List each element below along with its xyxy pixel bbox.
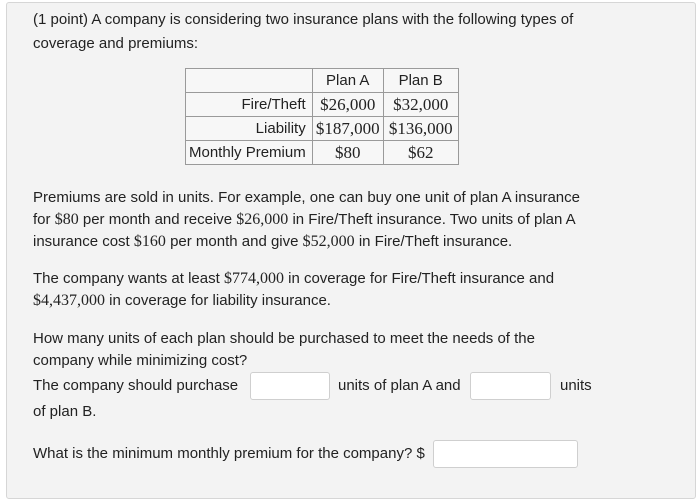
text-segment: for (33, 211, 51, 228)
paragraph2-line2 (33, 290, 331, 311)
text-segment: insurance cost (33, 233, 130, 250)
plan-a-units-label: units of plan A and (338, 377, 461, 394)
plan-b-tail-label: of plan B. (33, 403, 97, 420)
row-label-monthly-premium: Monthly Premium (186, 141, 313, 165)
table-row (186, 117, 459, 141)
cell-plan-a-premium: $80 (312, 141, 383, 165)
question2-line2: company while minimizing cost? (33, 352, 248, 369)
text-segment: in Fire/Theft insurance. Two units of plan A (292, 211, 576, 228)
text-segment: The company wants at least (33, 270, 220, 287)
cell-plan-a-liability: $187,000 (312, 117, 383, 141)
text-segment: per month and give (170, 233, 299, 250)
value-fire-theft-requirement: $774,000 (223, 270, 284, 287)
value-liability-requirement: $4,437,000 (33, 292, 105, 309)
table-corner (186, 69, 313, 93)
paragraph1-line3 (33, 231, 512, 252)
text-segment: What is the minimum monthly premium for the company? (33, 445, 413, 462)
column-header-plan-a: Plan A (312, 69, 383, 93)
cell-plan-b-premium: $62 (383, 141, 458, 165)
text-segment: in coverage for liability insurance. (109, 292, 331, 309)
min-premium-prompt (33, 443, 425, 464)
currency-symbol: $ (416, 445, 425, 462)
purchase-prompt: The company should purchase (33, 377, 239, 394)
text-segment: in coverage for Fire/Theft insurance and (288, 270, 555, 287)
cell-plan-a-fire-theft: $26,000 (312, 93, 383, 117)
value-two-units-cost: $160 (133, 233, 166, 250)
value-premium-a: $80 (54, 211, 79, 228)
plan-a-units-input[interactable] (250, 372, 330, 400)
question-intro-line2: coverage and premiums: (33, 35, 199, 52)
coverage-table (185, 68, 459, 165)
paragraph1-line2 (33, 209, 576, 230)
row-label-fire-theft: Fire/Theft (186, 93, 313, 117)
question2-line1: How many units of each plan should be purchased to meet the needs of the (33, 330, 535, 347)
text-segment: in Fire/Theft insurance. (358, 233, 513, 250)
plan-b-units-label: units (560, 377, 592, 394)
table-row (186, 141, 459, 165)
min-premium-input[interactable] (433, 440, 578, 468)
paragraph1-line1: Premiums are sold in units. For example, one can buy one unit of plan A insurance (33, 189, 580, 206)
paragraph2-line1 (33, 268, 554, 289)
cell-plan-b-fire-theft: $32,000 (383, 93, 458, 117)
cell-plan-b-liability: $136,000 (383, 117, 458, 141)
row-label-liability: Liability (186, 117, 313, 141)
value-coverage-a: $26,000 (236, 211, 289, 228)
table-row (186, 93, 459, 117)
plan-b-units-input[interactable] (470, 372, 551, 400)
value-two-units-coverage: $52,000 (302, 233, 355, 250)
text-segment: per month and receive (82, 211, 233, 228)
table-header-row (186, 69, 459, 93)
question-intro-line1: (1 point) A company is considering two insurance plans with the following types of (33, 11, 574, 28)
column-header-plan-b: Plan B (383, 69, 458, 93)
